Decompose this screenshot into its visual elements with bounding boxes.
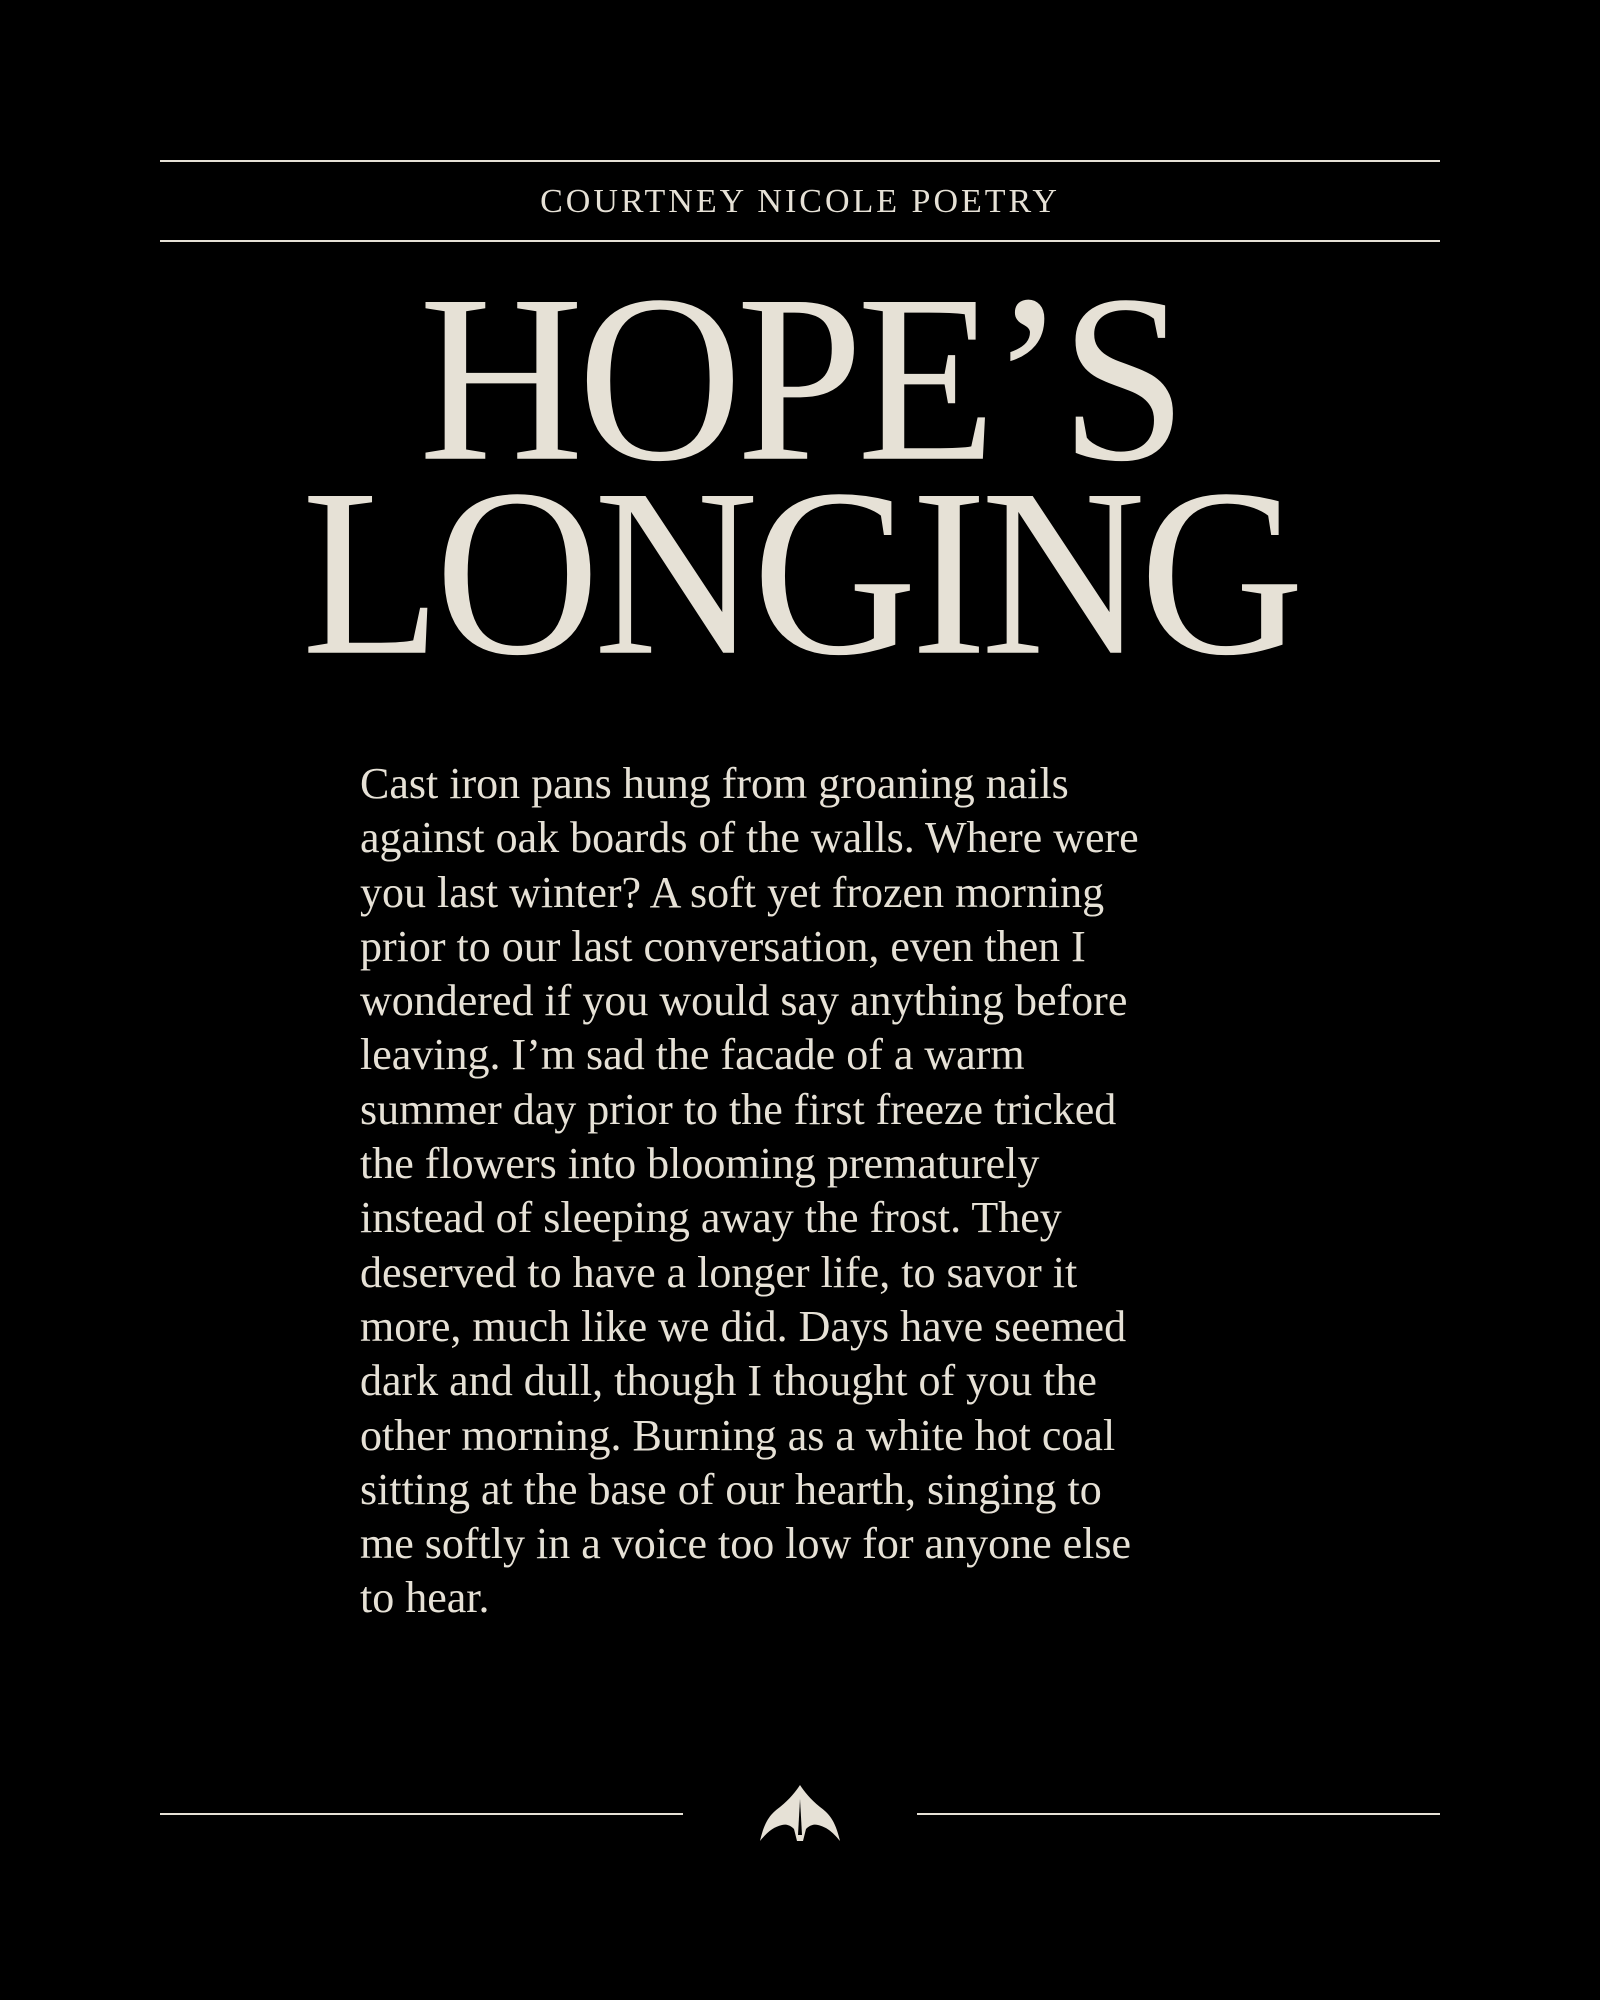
poem-title: [160, 246, 1440, 706]
author-byline: COURTNEY NICOLE POETRY: [540, 183, 1060, 220]
header-divider: [160, 240, 1440, 242]
footer-divider-right: [917, 1813, 1440, 1815]
poem-body: Cast iron pans hung from groaning nails against oak boards of the walls. Where were you last winter? A soft yet frozen morning prior to our last conversation, even then I wondered if you would say anything before leaving. I’m sad the facade of a warm summer day prior to the first freeze tricked the flowers into blooming prematurely instead of sleeping away the frost. They deserved to have a longer life, to savor it more, much like we did. Days have seemed dark and dull, though I thought of you the other morning. Burning as a white hot coal sitting at the base of our hearth, singing to me softly in a voice too low for anyone else to hear.: [360, 759, 1139, 1623]
poem-title-line-2: LONGING: [301, 440, 1299, 706]
poem-title-line-1: HOPE’S: [418, 246, 1182, 512]
footer-divider-left: [160, 1813, 683, 1815]
top-divider: [160, 160, 1440, 162]
bird-wings-icon: [760, 1785, 840, 1841]
